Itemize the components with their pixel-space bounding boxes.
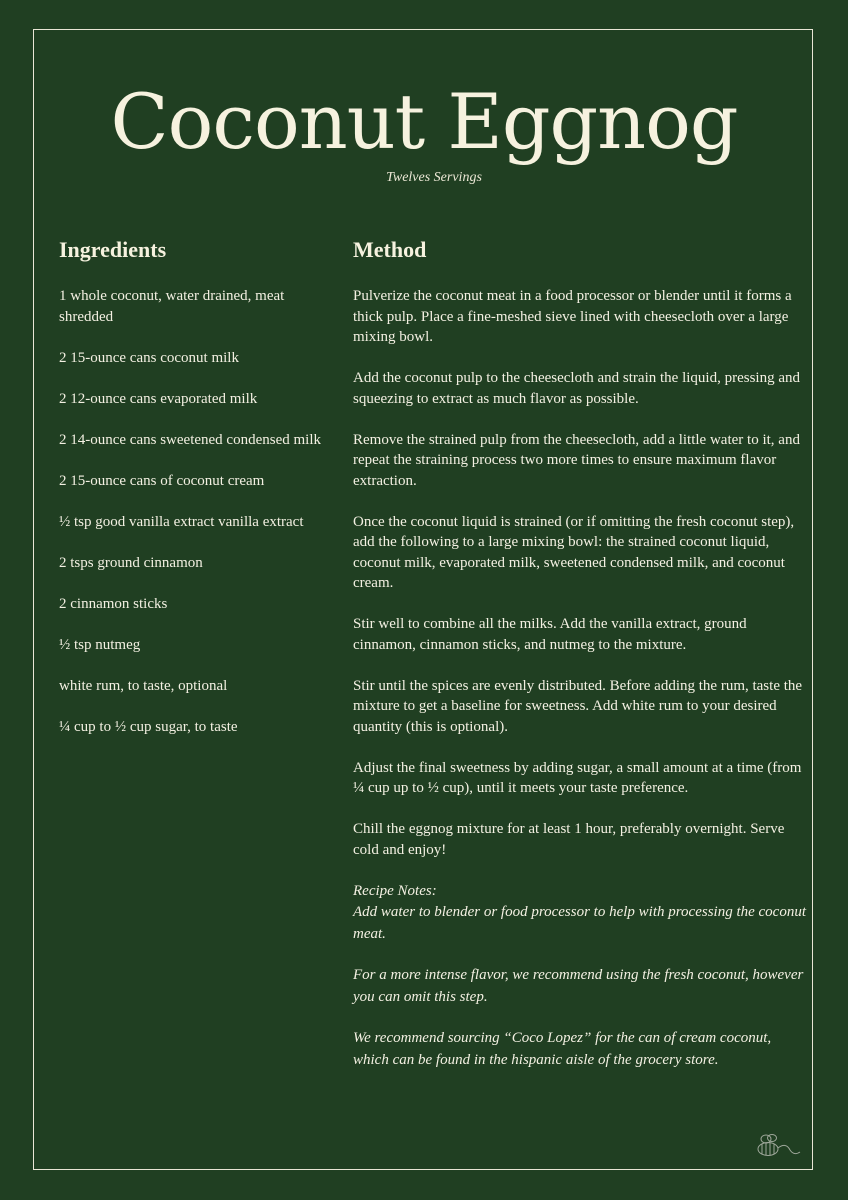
ingredient-item: ½ tsp good vanilla extract vanilla extract xyxy=(59,513,304,530)
ingredient-item: ¼ cup to ½ cup sugar, to taste xyxy=(59,718,238,735)
method-step: Stir well to combine all the milks. Add the vanilla extract, ground cinnamon, cinnamon sticks, and nutmeg to the mixture. xyxy=(353,616,747,653)
method-heading: Method xyxy=(353,237,427,262)
ingredient-item: 2 tsps ground cinnamon xyxy=(59,554,203,571)
ingredient-item: 2 15-ounce cans coconut milk xyxy=(59,349,239,366)
method-section xyxy=(353,236,808,1091)
recipe-title: Coconut Eggnog xyxy=(110,77,738,166)
ingredients-section xyxy=(59,236,329,758)
method-step: Adjust the final sweetness by adding sugar, a small amount at a time (from ¼ cup up to ½ cup), until it meets your taste preference. xyxy=(353,759,802,796)
ingredient-item: 2 cinnamon sticks xyxy=(59,595,168,612)
recipe-note-item xyxy=(353,881,808,946)
ingredient-item: 2 12-ounce cans evaporated milk xyxy=(59,390,258,407)
ingredient-item: 2 14-ounce cans sweetened condensed milk xyxy=(59,431,321,448)
method-step: Once the coconut liquid is strained (or if omitting the fresh coconut step), add the following to a large mixing bowl: the strained coconut liquid, coconut milk, evaporated milk, sweetened condensed milk, and coconut cream. xyxy=(353,513,795,591)
recipe-note-text: Add water to blender or food processor to help with processing the coconut meat. xyxy=(353,904,807,942)
recipe-notes-heading: Recipe Notes: xyxy=(353,882,437,899)
method-step: Remove the strained pulp from the cheesecloth, add a little water to it, and repeat the straining process two more times to ensure maximum flavor extraction. xyxy=(353,431,800,489)
method-step: Chill the eggnog mixture for at least 1 hour, preferably overnight. Serve cold and enjoy! xyxy=(353,821,785,858)
servings-subtitle: Twelves Servings xyxy=(386,170,482,185)
ingredient-item: 1 whole coconut, water drained, meat shredded xyxy=(59,288,285,325)
bee-icon xyxy=(750,1132,802,1160)
ingredients-list xyxy=(59,286,329,737)
ingredient-item: ½ tsp nutmeg xyxy=(59,636,141,653)
recipe-notes xyxy=(353,881,808,1072)
method-step: Pulverize the coconut meat in a food processor or blender until it forms a thick pulp. Place a fine-meshed sieve lined with cheesecloth over a large mixing bowl. xyxy=(353,288,792,345)
ingredient-item: white rum, to taste, optional xyxy=(59,677,228,694)
recipe-note-item: For a more intense flavor, we recommend using the fresh coconut, however you can omit this step. xyxy=(353,967,804,1005)
recipe-note-item: We recommend sourcing “Coco Lopez” for the can of cream coconut, which can be found in the hispanic aisle of the grocery store. xyxy=(353,1030,772,1068)
method-step: Add the coconut pulp to the cheesecloth and strain the liquid, pressing and squeezing to extract as much flavor as possible. xyxy=(353,370,800,407)
ingredients-heading: Ingredients xyxy=(59,237,167,262)
method-step: Stir until the spices are evenly distributed. Before adding the rum, taste the mixture to get a baseline for sweetness. Add white rum to your desired quantity (this is optional). xyxy=(353,677,803,735)
ingredient-item: 2 15-ounce cans of coconut cream xyxy=(59,472,265,489)
